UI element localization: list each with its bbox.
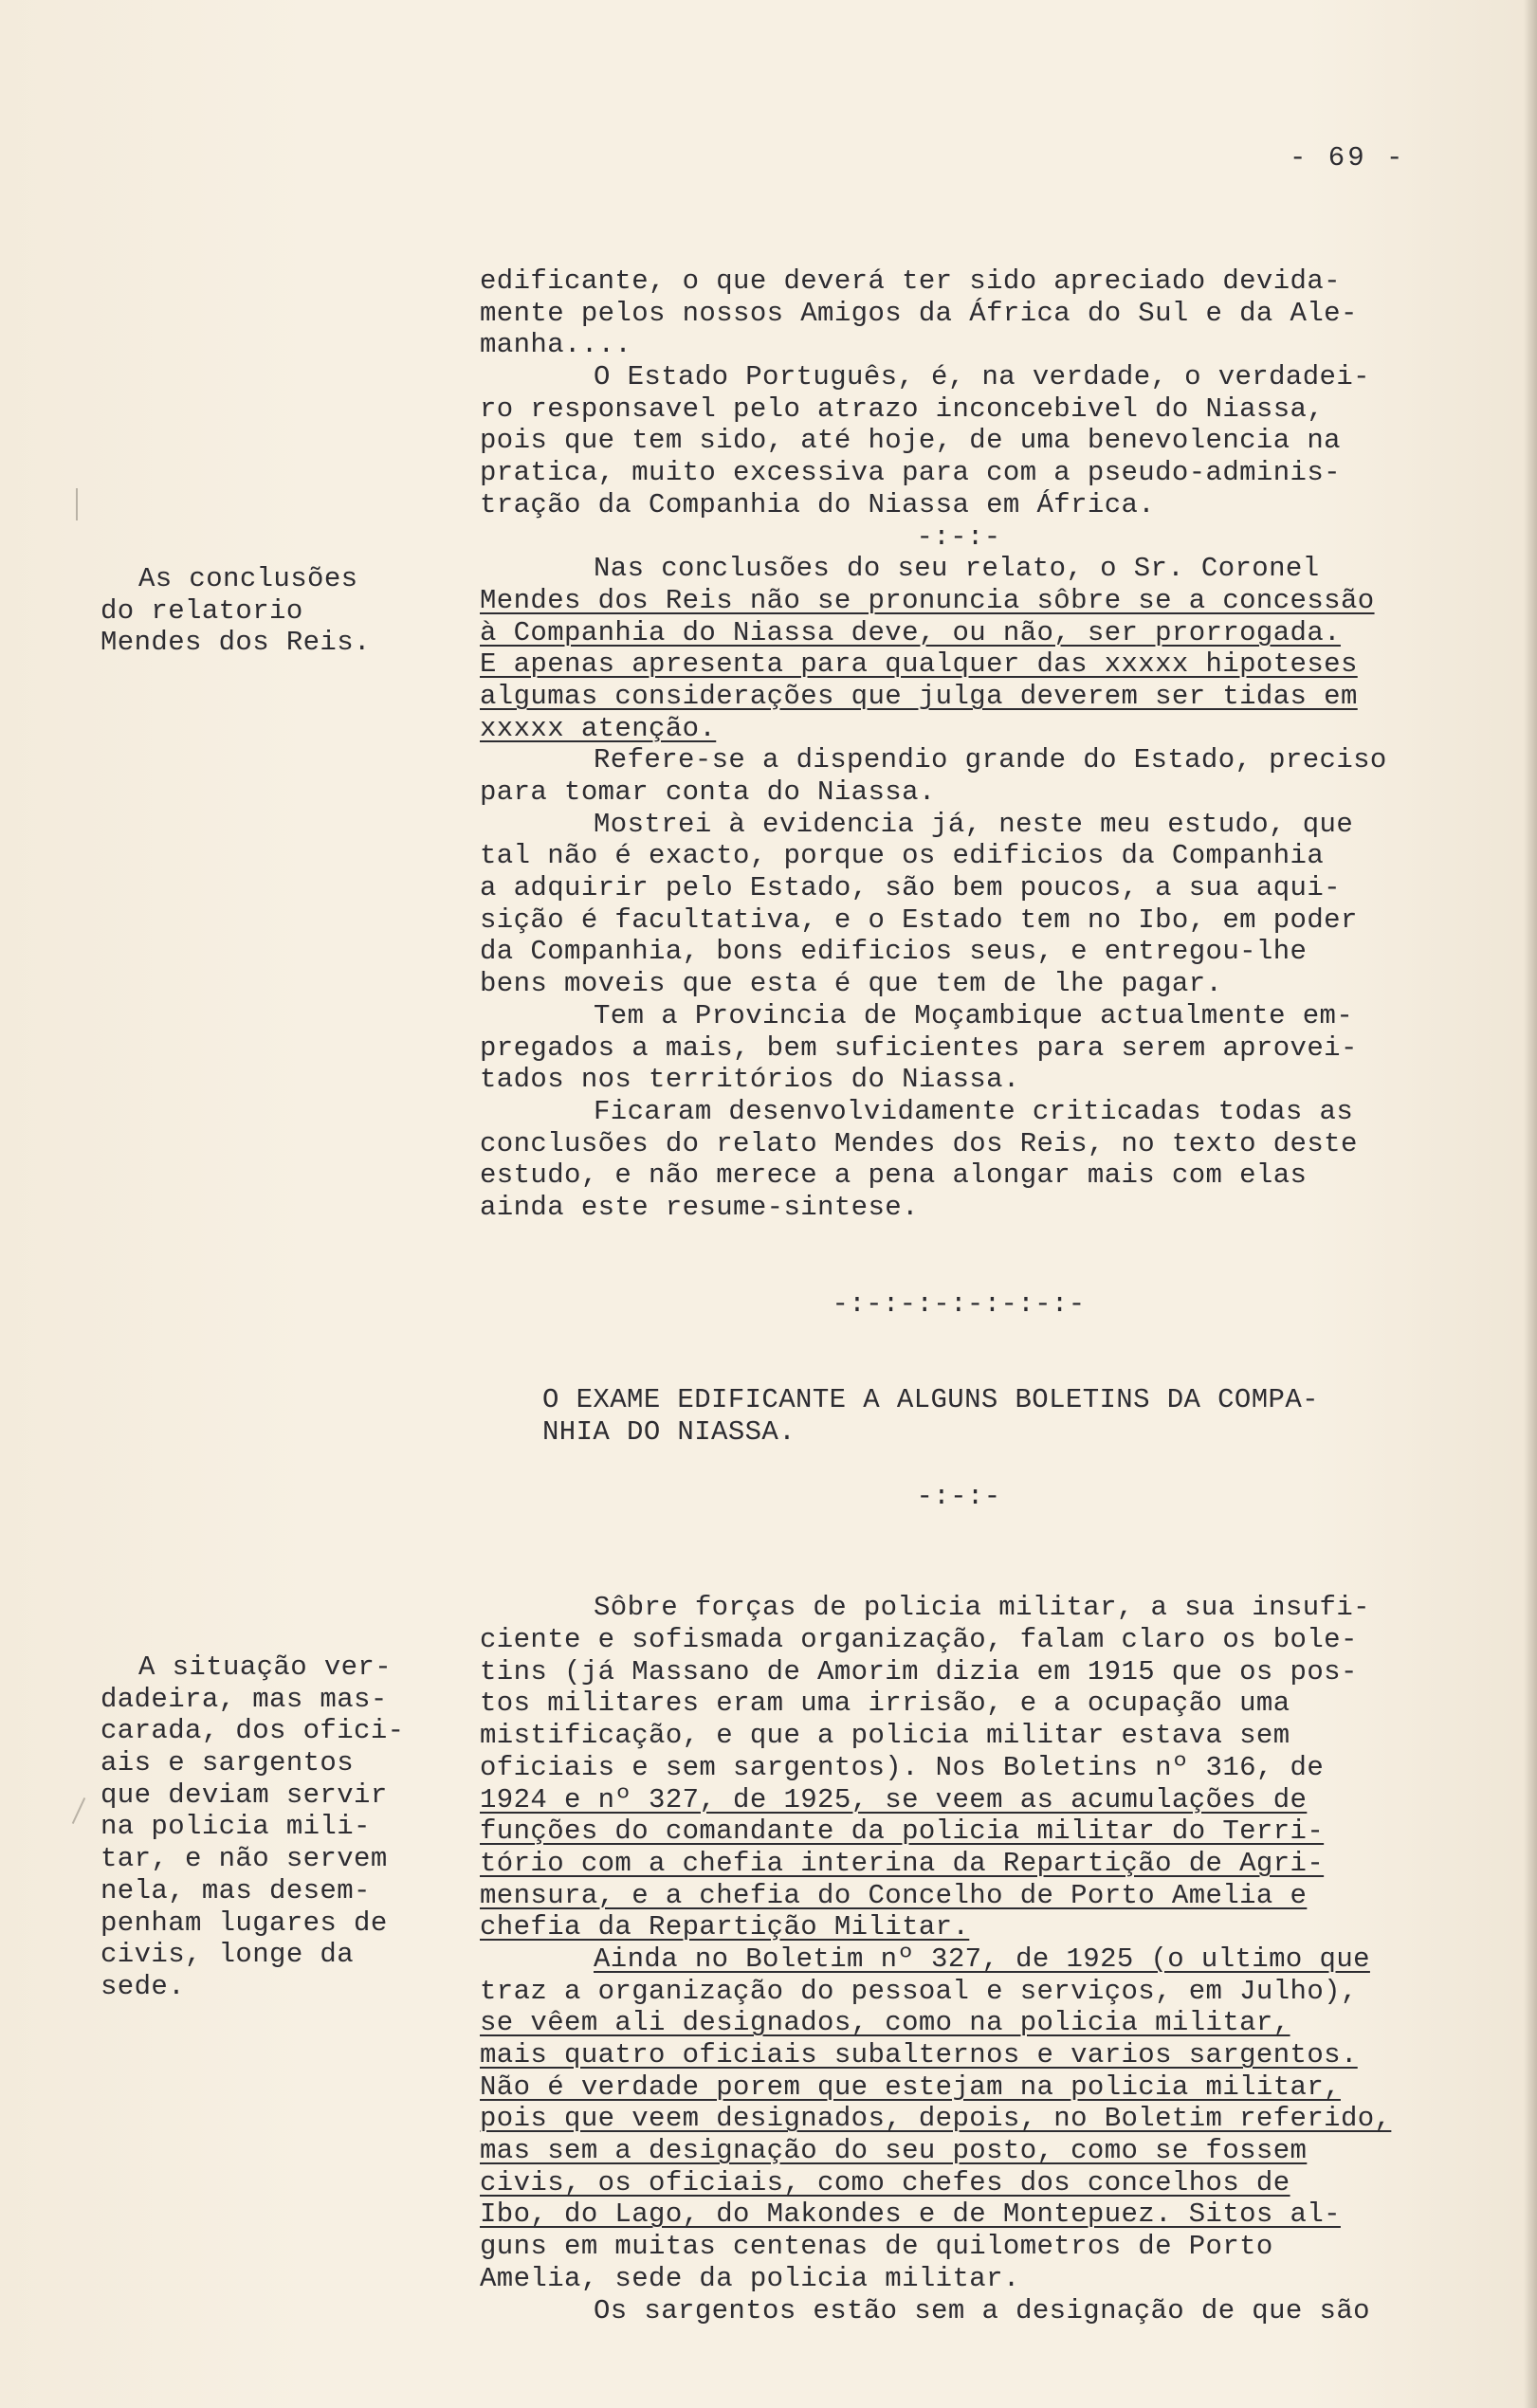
text-line: tos militares eram uma irrisão, e a ocupação uma bbox=[480, 1687, 1290, 1720]
text-line: tração da Companhia do Niassa em África. bbox=[480, 488, 1156, 520]
text-line: mente pelos nossos Amigos da África do Sul e da Ale- bbox=[480, 297, 1358, 329]
text-line: pratica, muito excessiva para com a pseudo-adminis- bbox=[480, 457, 1341, 489]
text-line: estudo, e não merece a pena alongar mais com elas bbox=[480, 1159, 1308, 1192]
text-line: à Companhia do Niassa deve, ou não, ser prorrogada. bbox=[480, 616, 1341, 648]
text-line: Ainda no Boletim nº 327, de 1925 (o ultimo que bbox=[594, 1943, 1370, 1975]
text-line: para tomar conta do Niassa. bbox=[480, 776, 936, 808]
text-line: oficiais e sem sargentos). Nos Boletins nº 316, de bbox=[480, 1751, 1325, 1783]
text-line: xxxxx atenção. bbox=[480, 712, 717, 744]
section-heading: NHIA DO NIASSA. bbox=[542, 1416, 796, 1448]
text-line: funções do comandante da policia militar do Terri- bbox=[480, 1815, 1325, 1848]
margin-note-line: civis, longe da bbox=[101, 1939, 355, 1971]
text-line: Os sargentos estão sem a designação de que são bbox=[594, 2294, 1370, 2326]
text-line: guns em muitas centenas de quilometros de Porto bbox=[480, 2231, 1273, 2263]
text-line: tório com a chefia interina da Repartição de Agri- bbox=[480, 1847, 1325, 1879]
text-line: Amelia, sede da policia militar. bbox=[480, 2262, 1020, 2294]
section-separator: -:-:-:-:-:-:-:- bbox=[832, 1287, 1086, 1320]
text-line: edificante, o que deverá ter sido apreciado devida- bbox=[480, 265, 1341, 297]
text-line: mas sem a designação do seu posto, como se fossem bbox=[480, 2135, 1308, 2167]
text-line: ainda este resume-sintese. bbox=[480, 1191, 919, 1223]
text-line: O Estado Português, é, na verdade, o verdadei- bbox=[594, 361, 1370, 393]
text-line: da Companhia, bons edificios seus, e entregou-lhe bbox=[480, 936, 1308, 968]
text-line: 1924 e nº 327, de 1925, se veem as acumulações de bbox=[480, 1783, 1308, 1815]
text-line: sição é facultativa, e o Estado tem no Ibo, em poder bbox=[480, 903, 1358, 936]
text-line: mais quatro oficiais subalternos e varios sargentos. bbox=[480, 2039, 1358, 2071]
margin-note-line: As conclusões bbox=[138, 563, 358, 594]
text-line: pois que tem sido, até hoje, de uma benevolencia na bbox=[480, 425, 1341, 457]
margin-note-line: ais e sargentos bbox=[101, 1747, 355, 1779]
text-line: tins (já Massano de Amorim dizia em 1915 que os pos- bbox=[480, 1655, 1358, 1687]
text-line: Mostrei à evidencia já, neste meu estudo, que bbox=[594, 808, 1354, 840]
margin-note-line: na policia mili- bbox=[101, 1811, 371, 1843]
margin-note-line: dadeira, mas mas- bbox=[101, 1683, 388, 1715]
margin-note-line: A situação ver- bbox=[138, 1651, 393, 1683]
text-line: Ficaram desenvolvidamente criticadas todas as bbox=[594, 1095, 1354, 1127]
margin-note-line: que deviam servir bbox=[101, 1779, 388, 1811]
text-line: manha.... bbox=[480, 329, 632, 361]
text-line: Ibo, do Lago, do Makondes e de Montepuez. Sitos al- bbox=[480, 2198, 1341, 2231]
text-line: mistificação, e que a policia militar estava sem bbox=[480, 1720, 1290, 1752]
margin-note-line: carada, dos ofici- bbox=[101, 1715, 405, 1747]
text-line: Tem a Provincia de Moçambique actualmente em- bbox=[594, 999, 1354, 1031]
text-line: pregados a mais, bem suficientes para serem aprovei- bbox=[480, 1031, 1358, 1064]
margin-note-line: sede. bbox=[101, 1970, 186, 2002]
main-text bbox=[480, 265, 1494, 2326]
margin-note-line: penham lugares de bbox=[101, 1906, 388, 1939]
text-line: pois que veem designados, depois, no Boletim referido, bbox=[480, 2103, 1392, 2135]
text-line: ro responsavel pelo atrazo inconcebivel do Niassa, bbox=[480, 392, 1325, 425]
text-line: civis, os oficiais, como chefes dos concelhos de bbox=[480, 2166, 1290, 2198]
page-edge-shadow bbox=[1524, 0, 1537, 2408]
margin-note-situation bbox=[91, 1651, 432, 2003]
text-line: tados nos territórios do Niassa. bbox=[480, 1064, 1020, 1096]
text-line: bens moveis que esta é que tem de lhe pagar. bbox=[480, 968, 1223, 1000]
text-line: mensura, e a chefia do Concelho de Porto Amelia e bbox=[480, 1879, 1308, 1911]
section-heading: O EXAME EDIFICANTE A ALGUNS BOLETINS DA COMPA- bbox=[542, 1384, 1319, 1416]
text-line: E apenas apresenta para qualquer das xxxxx hipoteses bbox=[480, 648, 1358, 681]
text-line: Refere-se a dispendio grande do Estado, preciso bbox=[594, 744, 1387, 776]
text-line: Mendes dos Reis não se pronuncia sôbre se a concessão bbox=[480, 584, 1375, 616]
text-line: conclusões do relato Mendes dos Reis, no texto deste bbox=[480, 1127, 1358, 1159]
text-line: Não é verdade porem que estejam na policia militar, bbox=[480, 2071, 1341, 2103]
margin-note-line: tar, e não servem bbox=[101, 1843, 388, 1875]
margin-note-line: Mendes dos Reis. bbox=[101, 627, 371, 659]
text-line: algumas considerações que julga deverem ser tidas em bbox=[480, 680, 1358, 712]
margin-mark bbox=[76, 488, 78, 520]
text-line: chefia da Repartição Militar. bbox=[480, 1911, 970, 1943]
margin-mark bbox=[72, 1797, 85, 1824]
margin-note-conclusions bbox=[91, 563, 432, 659]
text-line: se vêem ali designados, como na policia militar, bbox=[480, 2007, 1290, 2039]
text-line: tal não é exacto, porque os edificios da Companhia bbox=[480, 840, 1325, 872]
text-line: ciente e sofismada organização, falam claro os bole- bbox=[480, 1624, 1358, 1656]
text-line: traz a organização do pessoal e serviços, em Julho), bbox=[480, 1975, 1358, 2007]
text-line: Sôbre forças de policia militar, a sua insufi- bbox=[594, 1592, 1370, 1624]
margin-note-line: do relatorio bbox=[101, 594, 303, 627]
margin-note-line: nela, mas desem- bbox=[101, 1874, 371, 1906]
section-separator: -:-:- bbox=[916, 1480, 1001, 1512]
page-number: - 69 - bbox=[1290, 142, 1406, 173]
section-separator: -:-:- bbox=[916, 520, 1001, 553]
text-line: a adquirir pelo Estado, são bem poucos, a sua aqui- bbox=[480, 872, 1341, 904]
text-line: Nas conclusões do seu relato, o Sr. Coronel bbox=[594, 553, 1320, 585]
